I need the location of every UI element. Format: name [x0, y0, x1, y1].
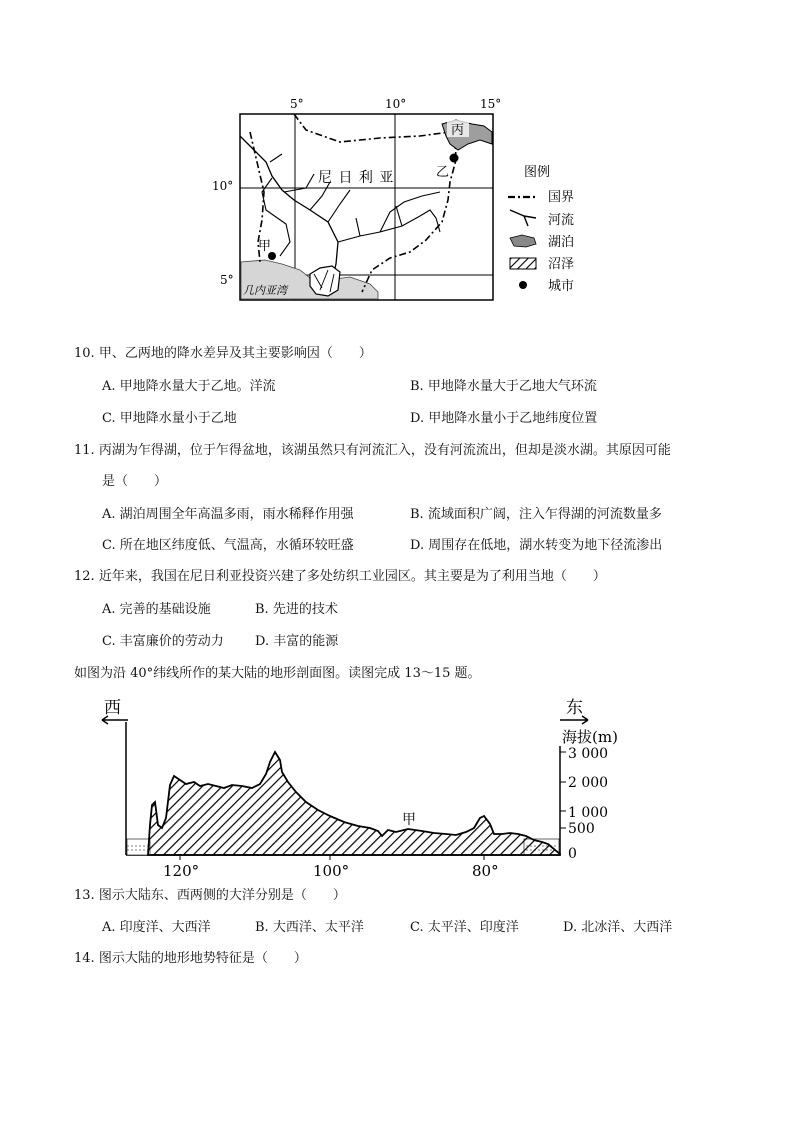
question-14	[74, 950, 307, 968]
east-label: 东	[566, 698, 583, 718]
lon-tick-80: 80°	[472, 862, 499, 880]
legend-lake: 湖泊	[548, 235, 575, 250]
option[interactable]: B. 流域面积广阔，注入乍得湖的河流数量多	[410, 507, 662, 522]
west-ocean	[127, 839, 150, 855]
legend-title: 图例	[524, 165, 551, 180]
elev-tick-2000: 2 000	[568, 775, 609, 791]
question-12	[74, 568, 606, 586]
option[interactable]: C. 太平洋、印度洋	[410, 920, 519, 935]
swamp-icon	[510, 258, 536, 269]
question-number: 13.	[74, 888, 95, 903]
question-13	[74, 887, 346, 905]
lat-label-10: 10°	[212, 179, 234, 193]
question-number: 14.	[74, 951, 95, 966]
question-number: 12.	[74, 569, 95, 584]
gulf-label: 几内亚湾	[243, 284, 287, 297]
river-icon	[510, 210, 536, 226]
option[interactable]: B. 甲地降水量大于乙地大气环流	[410, 379, 597, 394]
west-label: 西	[104, 698, 121, 718]
option[interactable]: D. 北冰洋、大西洋	[563, 920, 673, 935]
question-stem: 图示大陆东、西两侧的大洋分别是（ ）	[98, 888, 346, 903]
section-intro: 如图为沿 40°纬线所作的某大陆的地形剖面图。读图完成 13～15 题。	[74, 666, 481, 681]
option[interactable]: C. 丰富廉价的劳动力	[102, 634, 224, 649]
elev-tick-1000: 1 000	[568, 805, 609, 821]
profile-marker-jia: 甲	[402, 812, 416, 828]
question-stem: 丙湖为乍得湖，位于乍得盆地，该湖虽然只有河流汇入，没有河流流出，但却是淡水湖。其原因可能	[98, 443, 671, 458]
option[interactable]: B. 先进的技术	[255, 602, 338, 617]
question-stem: 图示大陆的地形地势特征是（ ）	[98, 951, 307, 966]
option[interactable]: A. 完善的基础设施	[102, 602, 211, 617]
elev-tick-3000: 3 000	[568, 746, 609, 762]
terrain-area	[148, 752, 560, 855]
question-11	[74, 442, 671, 460]
lon-label-15: 15°	[480, 97, 502, 111]
option[interactable]: D. 丰富的能源	[255, 634, 339, 649]
option[interactable]: B. 大西洋、太平洋	[255, 920, 364, 935]
nigeria-map	[210, 92, 610, 312]
niger-delta-swamp	[310, 266, 340, 296]
lon-tick-100: 100°	[313, 862, 350, 880]
option[interactable]: A. 甲地降水量大于乙地。洋流	[102, 379, 276, 394]
lat-label-5: 5°	[220, 273, 234, 287]
question-stem-continued: 是（ ）	[102, 474, 168, 489]
legend-border: 国界	[548, 190, 575, 205]
question-stem: 近年来，我国在尼日利亚投资兴建了多处纺织工业园区。其主要是为了利用当地（ ）	[98, 569, 606, 584]
place-jia: 甲	[258, 239, 272, 254]
lon-label-5: 5°	[290, 97, 304, 111]
terrain-profile	[90, 690, 650, 885]
option[interactable]: C. 甲地降水量小于乙地	[102, 411, 237, 426]
legend-city: 城市	[548, 279, 575, 294]
option[interactable]: D. 周围存在低地，湖水转变为地下径流渗出	[410, 538, 663, 553]
option[interactable]: A. 湖泊周围全年高温多雨，雨水稀释作用强	[102, 507, 354, 522]
question-10	[74, 345, 372, 363]
legend-swamp: 沼泽	[548, 257, 575, 272]
city-dot-icon	[519, 281, 527, 289]
lake-icon	[510, 235, 536, 247]
lon-tick-120: 120°	[163, 862, 200, 880]
city-yi-dot	[450, 154, 459, 163]
place-bing: 丙	[451, 123, 465, 138]
option[interactable]: D. 甲地降水量小于乙地纬度位置	[410, 411, 598, 426]
place-yi: 乙	[436, 165, 450, 180]
country-label: 尼 日 利 亚	[318, 170, 395, 186]
lon-label-10: 10°	[385, 97, 407, 111]
question-number: 11.	[74, 443, 95, 458]
legend-river: 河流	[548, 213, 575, 228]
question-stem: 甲、乙两地的降水差异及其主要影响因（ ）	[98, 346, 372, 361]
option[interactable]: C. 所在地区纬度低、气温高，水循环较旺盛	[102, 538, 354, 553]
altitude-label: 海拔(m)	[562, 728, 618, 746]
elev-tick-500: 500	[568, 821, 595, 837]
elev-tick-0: 0	[568, 846, 577, 862]
question-number: 10.	[74, 346, 95, 361]
option[interactable]: A. 印度洋、大西洋	[102, 920, 211, 935]
